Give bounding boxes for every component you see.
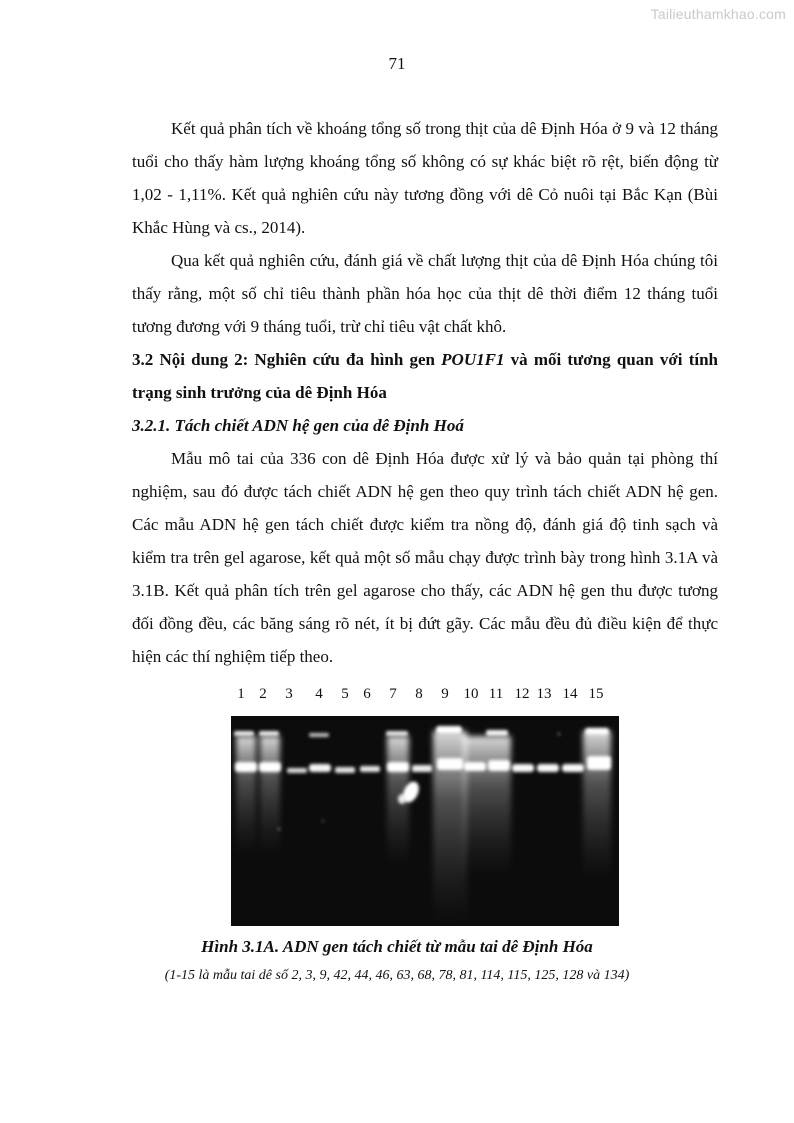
dna-band bbox=[335, 767, 355, 773]
lane-label: 9 bbox=[441, 686, 449, 702]
lane-label: 12 bbox=[514, 686, 530, 702]
gel-well bbox=[309, 733, 329, 737]
dna-band bbox=[309, 764, 331, 772]
dna-band bbox=[259, 762, 281, 772]
dna-smear bbox=[583, 731, 611, 881]
dna-band bbox=[562, 764, 584, 772]
section-heading-prefix: 3.2 Nội dung 2: Nghiên cứu đa hình gen bbox=[132, 350, 442, 369]
lane-labels bbox=[231, 680, 619, 716]
dna-band bbox=[512, 764, 534, 772]
gel-well bbox=[486, 730, 508, 736]
dna-smear bbox=[236, 736, 256, 856]
lane-label: 6 bbox=[363, 686, 371, 702]
dna-band bbox=[587, 756, 611, 770]
section-heading bbox=[132, 343, 718, 409]
dna-band bbox=[360, 766, 380, 772]
gel-well bbox=[386, 731, 408, 736]
body-text bbox=[132, 112, 718, 673]
figure-caption-note: (1-15 là mẫu tai dê số 2, 3, 9, 42, 44, 46, 63, 68, 78, 81, 114, 115, 125, 128 và 134) bbox=[164, 968, 630, 983]
figure-caption: Hình 3.1A. ADN gen tách chiết từ mẫu tai dê Định Hóa bbox=[201, 937, 593, 956]
paragraph-dna-extraction: Mẫu mô tai của 336 con dê Định Hóa được xử lý và bảo quản tại phòng thí nghiệm, sau đó được tách chiết ADN hệ gen theo quy trình tách chiết ADN hệ gen. Các mẫu ADN hệ gen tách chiết được kiểm tra nồng độ, đánh giá độ tinh sạch và kiểm tra trên gel agarose, kết quả một số mẫu chạy được trình bày trong hình 3.1A và 3.1B. Kết quả phân tích trên gel agarose cho thấy, các ADN hệ gen thu được tương đối đồng đều, các băng sáng rõ nét, ít bị đứt gãy. Các mẫu đều đủ điều kiện để thực hiện các thí nghiệm tiếp theo. bbox=[132, 449, 718, 666]
gene-name: POU1F1 bbox=[441, 350, 505, 369]
section-heading-suffix: và mối tương quan với tính trạng sinh trưởng của dê Định Hóa bbox=[132, 350, 718, 402]
lane-label: 7 bbox=[389, 686, 397, 702]
dna-band bbox=[387, 762, 409, 772]
watermark: Tailieuthamkhao.com bbox=[650, 6, 786, 22]
lane-label: 10 bbox=[463, 686, 479, 702]
dna-smear bbox=[487, 736, 511, 876]
lane-label: 15 bbox=[588, 686, 604, 702]
dna-band bbox=[464, 762, 486, 771]
lane-label: 4 bbox=[315, 686, 323, 702]
dna-band bbox=[537, 764, 559, 772]
dna-smear bbox=[463, 736, 487, 876]
gel-figure bbox=[231, 680, 619, 926]
dna-band bbox=[235, 762, 257, 772]
gel-well bbox=[259, 731, 279, 736]
paragraph-meat-quality-summary: Qua kết quả nghiên cứu, đánh giá về chất lượng thịt của dê Định Hóa chúng tôi thấy rằng, một số chỉ tiêu thành phần hóa học của thịt dê thời điểm 12 tháng tuổi tương đương với 9 tháng tuổi, trừ chỉ tiêu vật chất khô. bbox=[132, 251, 718, 336]
dna-band bbox=[437, 758, 463, 770]
lane-label: 5 bbox=[341, 686, 349, 702]
subsection-heading: 3.2.1. Tách chiết ADN hệ gen của dê Định Hoá bbox=[132, 416, 464, 435]
page-number: 71 bbox=[388, 54, 406, 73]
lane-label: 13 bbox=[536, 686, 552, 702]
gel-well bbox=[234, 731, 254, 736]
lane-label: 14 bbox=[562, 686, 578, 702]
dna-band bbox=[412, 765, 432, 772]
lane-label: 2 bbox=[259, 686, 267, 702]
dna-band bbox=[287, 768, 307, 773]
lane-label: 1 bbox=[237, 686, 245, 702]
gel-image bbox=[231, 716, 619, 926]
lane-label: 8 bbox=[415, 686, 423, 702]
dna-smear bbox=[260, 736, 280, 856]
lane-label: 11 bbox=[488, 686, 504, 702]
dna-band bbox=[488, 760, 510, 771]
paragraph-mineral-results: Kết quả phân tích về khoáng tổng số trong thịt của dê Định Hóa ở 9 và 12 tháng tuổi cho thấy hàm lượng khoáng tổng số không có sự khác biệt rõ rệt, biến động từ 1,02 - 1,11%. Kết quả nghiên cứu này tương đồng với dê Cỏ nuôi tại Bắc Kạn (Bùi Khắc Hùng và cs., 2014). bbox=[132, 119, 718, 237]
lane-label: 3 bbox=[285, 686, 293, 702]
